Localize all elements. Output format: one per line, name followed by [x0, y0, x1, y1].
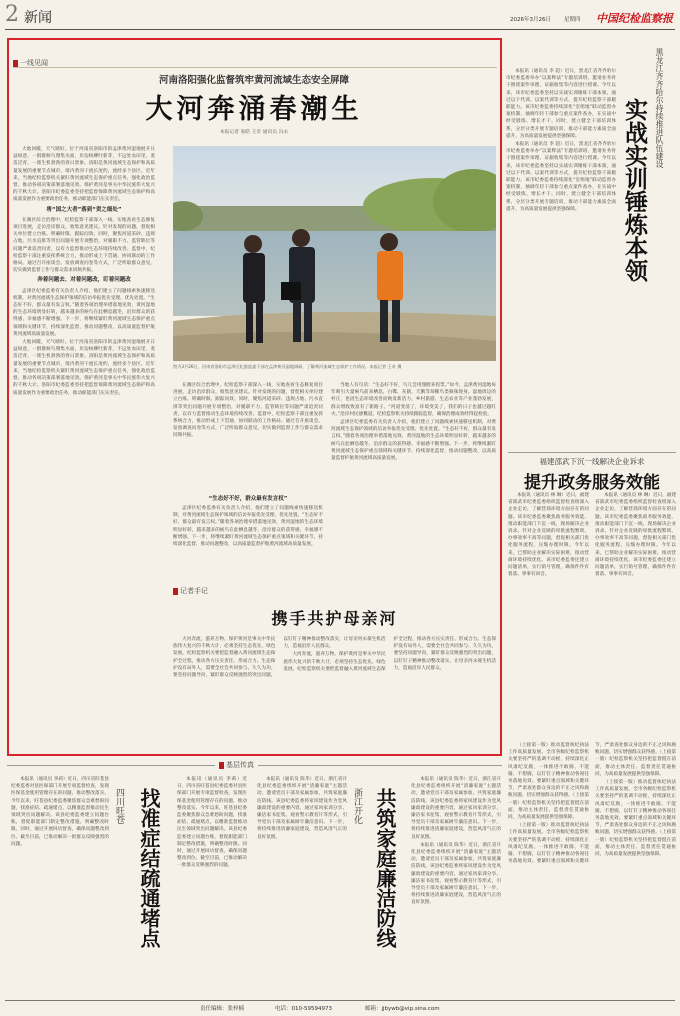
paragraph: 大河奔流，滋养万物。保护黄河是事关中华民族伟大复兴的千秋大计，必须坚持生态优先、绿色发展。纪检监察机关要把监督融入黄河流域生态保护全过程，推动各方压实责任、形成合力。生态保护没有局外人，需要全社会共同参与、久久为功。要坚持问题导向，紧盯群众反映强烈的突出问题，以钉钉子精神推动整改落实，让母亲河永葆生机活力，造福沿岸人民群众。	[283, 637, 496, 672]
paragraph: （上接第一版）推动监督执纪执法工作高质量发展。全市各级纪检监察机关要坚持严的基调不动摇，持续深化正风肃纪反腐，一体推进不敢腐、不能腐、不想腐，以钉钉子精神推动各项任务落地见效。要紧盯重点领域和关键环节，严肃查处群众身边的不正之风和腐败问题，切实增强群众获得感。（上接第一版）纪检监察机关坚持把监督挺在前面，推动主体责任、监督责任贯通协同，为高质量发展提供坚强保障。	[595, 780, 676, 858]
paragraph: 本报讯（通讯员 林 琳）近日，福建省邵武市纪委监委组织监督检查组深入企业走访，了解营商环境方面存在的问题。该市纪委监委聚焦政务服务效能，推动职能部门下沉一线，现场解决企业诉求。针对企业反映的审批流程繁琐、办事效率不高等问题，督促相关部门优化服务流程，压缩办理时限。今年以来，已帮助企业解决实际困难，推动营商环境持续优化。该市纪委监委还建立问题清单，实行销号管理，确保件件有着落、事事有回音。	[595, 493, 676, 578]
grassroots-story-1-location: 四川旺苍	[114, 788, 124, 824]
paragraph: 在滩区综合治理中，纪检监察干部深入一线，实地查看生态修复项目进展，走访沿岸群众，收集意见建议。针对发现的问题，督促相关单位建立台账、明确时限、跟踪问效。同时，聚焦河道采砂、违规占地、污水直排等突出问题开展专项整治，对履职不力、监管缺位等问题严肃追责问责，以有力监督推动生态环境持续改善。监督中，纪检监察干部注重发挥系统合力，推动形成上下贯通、协同联动的工作格局。通过召开座谈会、发放调查问卷等方式，广泛听取群众意见，切实做到监督工作与群众需求同频共振。	[13, 217, 155, 274]
footer-phone: 电话：010-59594973	[275, 1006, 332, 1012]
story-text	[508, 492, 676, 650]
subhead: 将“国之大者”落到“责之细处”	[46, 206, 122, 213]
story-kicker: 黑龙江齐齐哈尔持续推进队伍建设	[655, 48, 664, 168]
feature-story-frame	[7, 38, 502, 756]
paragraph: 本报讯（通讯员 李 超）近日，黑龙江省齐齐哈尔市纪委监委举办“以案释法”专题培训班，邀请业务骨干围绕案件审理、证据收集等内容进行授课。今年以来，该市纪委监委坚持以实战实训锤炼干部本领，通过以干代训、以案代训等方式，提升纪检监察干部履职能力。该市纪委监委持续深化“室组地”联动监督办案机制，抽调年轻干部参与重点案件查办，在实战中经受锻炼、增长才干。同时，建立健全干部培训体系，分层分类开展专题培训，推动干部能力素质全面提升，为高质量发展提供坚强保障。	[506, 142, 616, 212]
right-mid-story	[508, 452, 676, 652]
paragraph: 孟津区纪委监委有关负责人介绍，他们建立了问题线索快速移送机制，对黄河流域生态保护领域的信访举报优先受理、优先处置。“生态好不好，群众最有发言权。”随着各项治理举措落地见效，黄河湿地的生态环境明显好转，越来越多的候鸟在此栖息越冬，沿岸群众的获得感、幸福感不断增强。下一步，将继续紧盯黄河流域生态保护重点领域和关键环节，持续深化监督，推动问题整改，以高质量监督护航黄河流域高质量发展。	[331, 420, 496, 462]
footer-email: 邮箱：jjbywb@vip.sina.com	[365, 1006, 440, 1012]
article-column-1	[13, 146, 155, 746]
article-column-2	[173, 382, 323, 508]
tag-marker-icon	[13, 60, 18, 67]
paragraph: 孟津区纪委监委有关负责人介绍，他们建立了问题线索快速移送机制，对黄河流域生态保护领域的信访举报优先受理、优先处置。“生态好不好，群众最有发言权。”随着各项治理举措落地见效，黄河湿地的生态环境明显好转，越来越多的候鸟在此栖息越冬，沿岸群众的获得感、幸福感不断增强。下一步，将继续紧盯黄河流域生态保护重点领域和关键环节，持续深化监督，推动问题整改，以高质量监督护航黄河流域高质量发展。	[173, 506, 323, 548]
footer-editor: 责任编辑：张梓楠	[200, 1006, 245, 1012]
paragraph: （上接第一版）推动监督执纪执法工作高质量发展。全市各级纪检监察机关要坚持严的基调不动摇，持续深化正风肃纪反腐，一体推进不敢腐、不能腐、不想腐，以钉钉子精神推动各项任务落地见效。要紧盯重点领域和关键环节，严肃查处群众身边的不正之风和腐败问题，切实增强群众获得感。（上接第一版）纪检监察机关坚持把监督挺在前面，推动主体责任、监督责任贯通协同，为高质量发展提供坚强保障。	[508, 743, 676, 865]
newspaper-logo: 中国纪检监察报	[596, 12, 673, 25]
tag-marker-icon	[219, 762, 224, 769]
footer	[5, 1000, 675, 1015]
byline: 本报记者 张皓 王奇 通讯员 冯永	[219, 130, 289, 135]
wetland-photo-illustration	[173, 146, 496, 361]
paragraph: 本报讯（通讯员 陈华）近日，浙江省开化县纪委监委组织开展“清廉家庭”主题活动，邀请党员干部及家属参加，共筑家庭廉洁防线。该县纪委监委将家风建设作为党风廉政建设的重要内容，通过家风家训分享、廉洁家书征集、观看警示教育片等形式，引导党员干部及家属树牢廉洁意识。下一步，将持续推进清廉家庭建设，营造风清气正的良好氛围。	[257, 777, 347, 840]
story-text	[506, 68, 616, 438]
article-column-2b	[173, 505, 323, 580]
paragraph: 大地回暖，天气晴好。位于河南省洛阳市的孟津黄河湿地展开日益绿意，一群群候鸟翔集水面，岸边杨柳吐新芽，不远处农田里，麦苗泛青，一派生机勃勃的春日景象。洛阳是黄河流域生态保护和高质量发展的重要节点城市，境内黄河干流长度约，流经多个县区。近年来，当地纪检监察机关紧盯黄河流域生态保护重点任务，强化政治监督，推动各项决策部署落地见效。保护黄河是事关中华民族伟大复兴的千秋大计。洛阳市纪委监委坚持把监督保障黄河流域生态保护和高质量发展作为重要政治任务，推动职能部门压实责任。	[13, 340, 155, 396]
issue-weekday: 星期四	[564, 17, 581, 23]
photo-caption: 图为3月26日，河南省洛阳市孟津区纪委监委干部在孟津黄河湿地调研，了解黄河流域生态保护工作情况。本报记者 王奇 摄	[173, 364, 402, 369]
paragraph: 在滩区综合治理中，纪检监察干部深入一线，实地查看生态修复项目进展，走访沿岸群众，收集意见建议。针对发现的问题，督促相关单位建立台账、明确时限、跟踪问效。同时，聚焦河道采砂、违规占地、污水直排等突出问题开展专项整治，对履职不力、监管缺位等问题严肃追责问责，以有力监督推动生态环境持续改善。监督中，纪检监察干部注重发挥系统合力，推动形成上下贯通、协同联动的工作格局。通过召开座谈会、发放调查问卷等方式，广泛听取群众意见，切实做到监督工作与群众需求同频共振。	[173, 383, 323, 439]
section-label	[215, 760, 258, 770]
story-headline: 提升政务服务效能	[524, 473, 660, 493]
right-top-story	[506, 38, 676, 448]
page-number: 2	[5, 2, 19, 27]
masthead	[0, 0, 680, 32]
issue-date: 2026年3月26日	[510, 17, 551, 23]
paragraph: 大河奔流，滋养万物。保护黄河是事关中华民族伟大复兴的千秋大计，必须坚持生态优先、绿色发展。纪检监察机关要把监督融入黄河流域生态保护全过程，推动各方压实责任、形成合力。生态保护没有局外人，需要全社会共同参与、久久为功。要坚持问题导向，紧盯群众反映强烈的突出问题，以钉钉子精神推动整改落实，让母亲河永葆生机活力，造福沿岸人民群众。	[173, 637, 386, 679]
column-tag-label: 一线见闻	[20, 59, 48, 67]
section-name: 新闻	[24, 10, 52, 26]
grassroots-story-1-text-b	[177, 776, 247, 996]
paragraph: 本报讯（通讯员 李 超）近日，黑龙江省齐齐哈尔市纪委监委举办“以案释法”专题培训班，邀请业务骨干围绕案件审理、证据收集等内容进行授课。今年以来，该市纪委监委坚持以实战实训锤炼干部本领，通过以干代训、以案代训等方式，提升纪检监察干部履职能力。该市纪委监委持续深化“室组地”联动监督办案机制，抽调年轻干部参与重点案件查办，在实战中经受锻炼、增长才干。同时，建立健全干部培训体系，分层分类开展专题培训，推动干部能力素质全面提升，为高质量发展提供坚强保障。	[506, 69, 616, 139]
kicker: 河南洛阳强化监督筑牢黄河流域生态安全屏障	[158, 75, 349, 86]
paragraph: （上接第一版）推动监督执纪执法工作高质量发展。全市各级纪检监察机关要坚持严的基调不动摇，持续深化正风肃纪反腐，一体推进不敢腐、不能腐、不想腐，以钉钉子精神推动各项任务落地见效。要紧盯重点领域和关键环节，严肃查处群众身边的不正之风和腐败问题，切实增强群众获得感。（上接第一版）纪检监察机关坚持把监督挺在前面，推动主体责任、监督责任贯通协同，为高质量发展提供坚强保障。	[508, 743, 589, 821]
section-label-text: 基层传真	[226, 761, 254, 769]
story-headline: 实战实训锤炼本领	[621, 98, 648, 282]
commentary-headline: 携手共护母亲河	[271, 609, 398, 628]
grassroots-story-2-location: 浙江开化	[352, 788, 362, 824]
right-bottom-story	[508, 742, 676, 997]
headline: 大河奔涌春潮生	[145, 94, 363, 125]
news-photo	[173, 146, 496, 361]
paragraph: 当地人有句话：“生态好不好，鸟儿会用翅膀来投票。”如今，孟津黄河湿地每年吸引大量候鸟前来栖息，白鹭、灰鹤、天鹅等珍稀鸟类频频现身。湿地周边的村庄，也因生态环境改善而焕发新活力，乡村旅游、生态农业等产业蓬勃发展，群众增收致富有了新路子。“河道变清了，环境变美了，我们的日子也越过越红火。”沿岸村民感慨道。纪检监察机关持续跟踪监督，确保治理成效经得起检验。	[331, 383, 496, 417]
paragraph: 本报讯（通讯员 陈华）近日，浙江省开化县纪委监委组织开展“清廉家庭”主题活动，邀请党员干部及家属参加，共筑家庭廉洁防线。该县纪委监委将家风建设作为党风廉政建设的重要内容，通过家风家训分享、廉洁家书征集、观看警示教育片等形式，引导党员干部及家属树牢廉洁意识。下一步，将持续推进清廉家庭建设，营造风清气正的良好氛围。	[411, 842, 501, 906]
paragraph: 本报讯（通讯员 李莉）近日，四川省旺苍县纪委监委对县医保部门开展专项监督检查，发现医保基金使用管理存在的问题，推动整改落实。今年以来，旺苍县纪委监委聚焦群众急难愁盼问题，找准症结、疏通堵点，以精准监督推动民生领域突出问题解决。该县纪委监委建立问题台账，督促职能部门制定整改措施，明确整改时限。同时，通过开展回访督查，确保问题整改到位。截至目前，已推动解决一批群众反映强烈的问题。	[177, 777, 247, 869]
paragraph: 大地回暖，天气晴好。位于河南省洛阳市的孟津黄河湿地展开日益绿意，一群群候鸟翔集水面，岸边杨柳吐新芽，不远处农田里，麦苗泛青，一派生机勃勃的春日景象。洛阳是黄河流域生态保护和高质量发展的重要节点城市，境内黄河干流长度约，流经多个县区。近年来，当地纪检监察机关紧盯黄河流域生态保护重点任务，强化政治监督，推动各项决策部署落地见效。保护黄河是事关中华民族伟大复兴的千秋大计。洛阳市纪委监委坚持把监督保障黄河流域生态保护和高质量发展作为重要政治任务，推动职能部门压实责任。	[13, 147, 155, 203]
commentary-tag	[173, 586, 208, 596]
grassroots-story-2-text	[257, 776, 347, 996]
story-rule	[508, 452, 676, 453]
subhead: “生态好不好，群众最有发言权”	[208, 496, 288, 502]
grassroots-story-2-headline: 共筑家庭廉洁防线	[373, 788, 397, 948]
grassroots-story-1-text	[11, 776, 109, 996]
grassroots-story-1-headline: 找准症结疏通堵点	[137, 788, 161, 948]
subhead: 奔着问题去、对着问题改，盯着问题改	[37, 277, 131, 284]
commentary-text	[173, 636, 496, 748]
paragraph: 本报讯（通讯员 林 琳）近日，福建省邵武市纪委监委组织监督检查组深入企业走访，了解营商环境方面存在的问题。该市纪委监委聚焦政务服务效能，推动职能部门下沉一线，现场解决企业诉求。针对企业反映的审批流程繁琐、办事效率不高等问题，督促相关部门优化服务流程，压缩办理时限。今年以来，已帮助企业解决实际困难，推动营商环境持续优化。该市纪委监委还建立问题清单，实行销号管理，确保件件有着落、事事有回音。	[508, 493, 589, 578]
tag-rule	[13, 67, 497, 68]
paragraph: 本报讯（通讯员 陈华）近日，浙江省开化县纪委监委组织开展“清廉家庭”主题活动，邀请党员干部及家属参加，共筑家庭廉洁防线。该县纪委监委将家风建设作为党风廉政建设的重要内容，通过家风家训分享、廉洁家书征集、观看警示教育片等形式，引导党员干部及家属树牢廉洁意识。下一步，将持续推进清廉家庭建设，营造风清气正的良好氛围。	[411, 777, 501, 840]
commentary-tag-label: 记者手记	[180, 587, 208, 595]
story-kicker: 福建邵武下沉一线解决企业诉求	[539, 457, 645, 466]
paragraph: 孟津区纪委监委有关负责人介绍，他们建立了问题线索快速移送机制，对黄河流域生态保护领域的信访举报优先受理、优先处置。“生态好不好，群众最有发言权。”随着各项治理举措落地见效，黄河湿地的生态环境明显好转，越来越多的候鸟在此栖息越冬，沿岸群众的获得感、幸福感不断增强。下一步，将继续紧盯黄河流域生态保护重点领域和关键环节，持续深化监督，推动问题整改，以高质量监督护航黄河流域高质量发展。	[13, 288, 155, 337]
grassroots-story-2-text-b	[411, 776, 501, 996]
masthead-rule	[5, 29, 675, 30]
paragraph: 本报讯（通讯员 李莉）近日，四川省旺苍县纪委监委对县医保部门开展专项监督检查，发现医保基金使用管理存在的问题，推动整改落实。今年以来，旺苍县纪委监委聚焦群众急难愁盼问题，找准症结、疏通堵点，以精准监督推动民生领域突出问题解决。该县纪委监委建立问题台账，督促职能部门制定整改措施，明确整改时限。同时，通过开展回访督查，确保问题整改到位。截至目前，已推动解决一批群众反映强烈的问题。	[11, 777, 109, 847]
tag-marker-icon	[173, 588, 178, 595]
article-column-3	[331, 382, 496, 532]
grassroots-section	[7, 760, 502, 1000]
